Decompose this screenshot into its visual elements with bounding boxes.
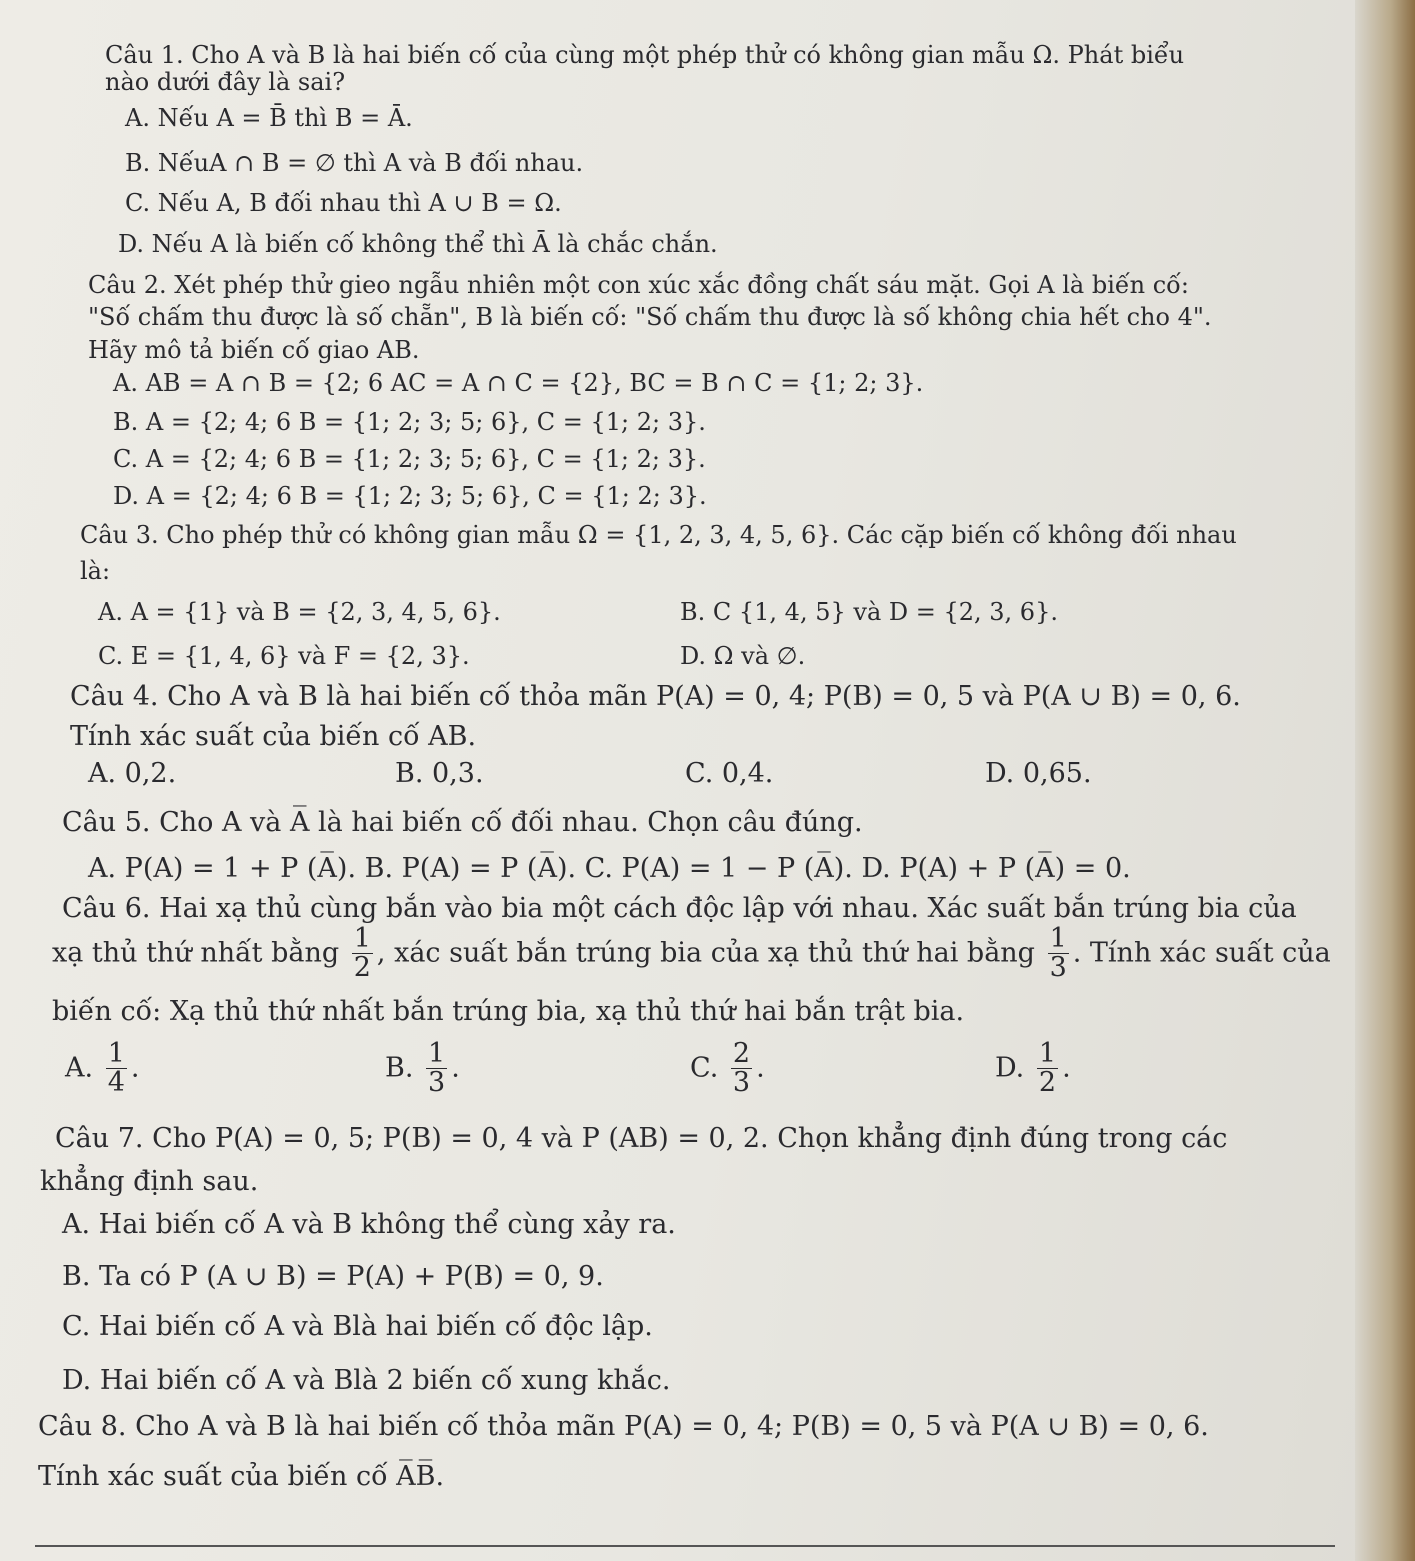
q2-option-b: B. A = {2; 4; 6 B = {1; 2; 3; 5; 6}, C = {1; 2; 3}. xyxy=(113,408,706,436)
q5-options: A. P(A) = 1 + P (A̅). B. P(A) = P (A̅). C. P(A) = 1 − P (A̅). D. P(A) + P (A̅) = 0. xyxy=(88,853,1131,884)
q6-option-b-fraction: $\frac{1}{3}$ xyxy=(428,1038,446,1099)
q1-option-b: B. NếuA ∩ B = ∅ thì A và B đối nhau. xyxy=(125,149,584,177)
desk-edge xyxy=(1355,0,1415,1561)
q2-line1: Câu 2. Xét phép thử gieo ngẫu nhiên một con xúc xắc đồng chất sáu mặt. Gọi A là biến cố: xyxy=(88,271,1189,299)
q6-option-c-fraction: $\frac{2}{3}$ xyxy=(732,1038,751,1099)
q3-option-a: A. A = {1} và B = {2, 3, 4, 5, 6}. xyxy=(98,598,501,626)
q8-line2: Tính xác suất của biến cố A̅B̅. xyxy=(38,1461,445,1492)
q7-option-a: A. Hai biến cố A và B không thể cùng xảy ra. xyxy=(62,1209,676,1240)
q4-line1: Câu 4. Cho A và B là hai biến cố thỏa mãn P(A) = 0, 4; P(B) = 0, 5 và P(A ∪ B) = 0, 6. xyxy=(70,681,1241,712)
q6-option-a: A. $\frac{1}{4}$ . xyxy=(65,1038,140,1099)
q3-option-d: D. Ω và ∅. xyxy=(680,642,806,670)
q3-option-b: B. C {1, 4, 5} và D = {2, 3, 6}. xyxy=(680,598,1058,626)
q6-option-d-fraction: $\frac{1}{2}$ xyxy=(1038,1038,1057,1099)
q3-option-c: C. E = {1, 4, 6} và F = {2, 3}. xyxy=(98,642,470,670)
bottom-rule xyxy=(35,1545,1335,1547)
q4-option-c: C. 0,4. xyxy=(685,758,774,789)
q6-option-d: D. $\frac{1}{2}$ . xyxy=(995,1038,1071,1099)
q4-line2: Tính xác suất của biến cố AB. xyxy=(70,721,477,752)
q2-option-d: D. A = {2; 4; 6 B = {1; 2; 3; 5; 6}, C = {1; 2; 3}. xyxy=(113,482,707,510)
q6-fraction-first: $\frac{1}{2}$ xyxy=(353,923,371,984)
q3-line1: Câu 3. Cho phép thử có không gian mẫu Ω = {1, 2, 3, 4, 5, 6}. Các cặp biến cố không đối nhau xyxy=(80,521,1237,549)
q6-text-a: xạ thủ thứ nhất bằng xyxy=(52,937,340,969)
q1-option-d: D. Nếu A là biến cố không thể thì Ā là chắc chắn. xyxy=(118,230,718,258)
q6-fraction-second: $\frac{1}{3}$ xyxy=(1049,923,1067,984)
q7-option-c: C. Hai biến cố A và Blà hai biến cố độc lập. xyxy=(62,1311,653,1342)
q7-option-d: D. Hai biến cố A và Blà 2 biến cố xung khắc. xyxy=(62,1365,671,1396)
q6-line2 xyxy=(52,925,1331,983)
q6-option-c: C. $\frac{2}{3}$ . xyxy=(690,1038,765,1099)
q1-line2: nào dưới đây là sai? xyxy=(105,68,346,96)
q4-option-b: B. 0,3. xyxy=(395,758,484,789)
q2-option-a: A. AB = A ∩ B = {2; 6 AC = A ∩ C = {2}, BC = B ∩ C = {1; 2; 3}. xyxy=(113,369,924,397)
q6-text-c: . Tính xác suất của xyxy=(1072,937,1331,969)
q1-option-a: A. Nếu A = B̄ thì B = Ā. xyxy=(125,104,413,132)
q8-line1: Câu 8. Cho A và B là hai biến cố thỏa mãn P(A) = 0, 4; P(B) = 0, 5 và P(A ∪ B) = 0, 6. xyxy=(38,1411,1209,1442)
q1-option-c: C. Nếu A, B đối nhau thì A ∪ B = Ω. xyxy=(125,189,562,217)
q7-line1: Câu 7. Cho P(A) = 0, 5; P(B) = 0, 4 và P (AB) = 0, 2. Chọn khẳng định đúng trong các xyxy=(55,1123,1228,1154)
q6-line1: Câu 6. Hai xạ thủ cùng bắn vào bia một cách độc lập với nhau. Xác suất bắn trúng bia của xyxy=(62,893,1297,924)
q2-line3: Hãy mô tả biến cố giao AB. xyxy=(88,336,420,364)
q6-option-a-fraction: $\frac{1}{4}$ xyxy=(107,1038,125,1099)
q6-text-b: , xác suất bắn trúng bia của xạ thủ thứ hai bằng xyxy=(376,937,1035,969)
q3-line2: là: xyxy=(80,557,111,585)
q4-option-a: A. 0,2. xyxy=(88,758,177,789)
q4-option-d: D. 0,65. xyxy=(985,758,1092,789)
q6-line3: biến cố: Xạ thủ thứ nhất bắn trúng bia, xạ thủ thứ hai bắn trật bia. xyxy=(52,996,965,1027)
q6-option-b: B. $\frac{1}{3}$ . xyxy=(385,1038,460,1099)
q2-option-c: C. A = {2; 4; 6 B = {1; 2; 3; 5; 6}, C = {1; 2; 3}. xyxy=(113,445,706,473)
q7-line2: khẳng định sau. xyxy=(40,1166,259,1197)
q5-line1: Câu 5. Cho A và A̅ là hai biến cố đối nhau. Chọn câu đúng. xyxy=(62,807,863,838)
q7-option-b: B. Ta có P (A ∪ B) = P(A) + P(B) = 0, 9. xyxy=(62,1261,604,1292)
q1-line1: Câu 1. Cho A và B là hai biến cố của cùng một phép thử có không gian mẫu Ω. Phát biểu xyxy=(105,41,1185,69)
q2-line2: "Số chấm thu được là số chẵn", B là biến cố: "Số chấm thu được là số không chia hết cho 4". xyxy=(88,303,1212,331)
